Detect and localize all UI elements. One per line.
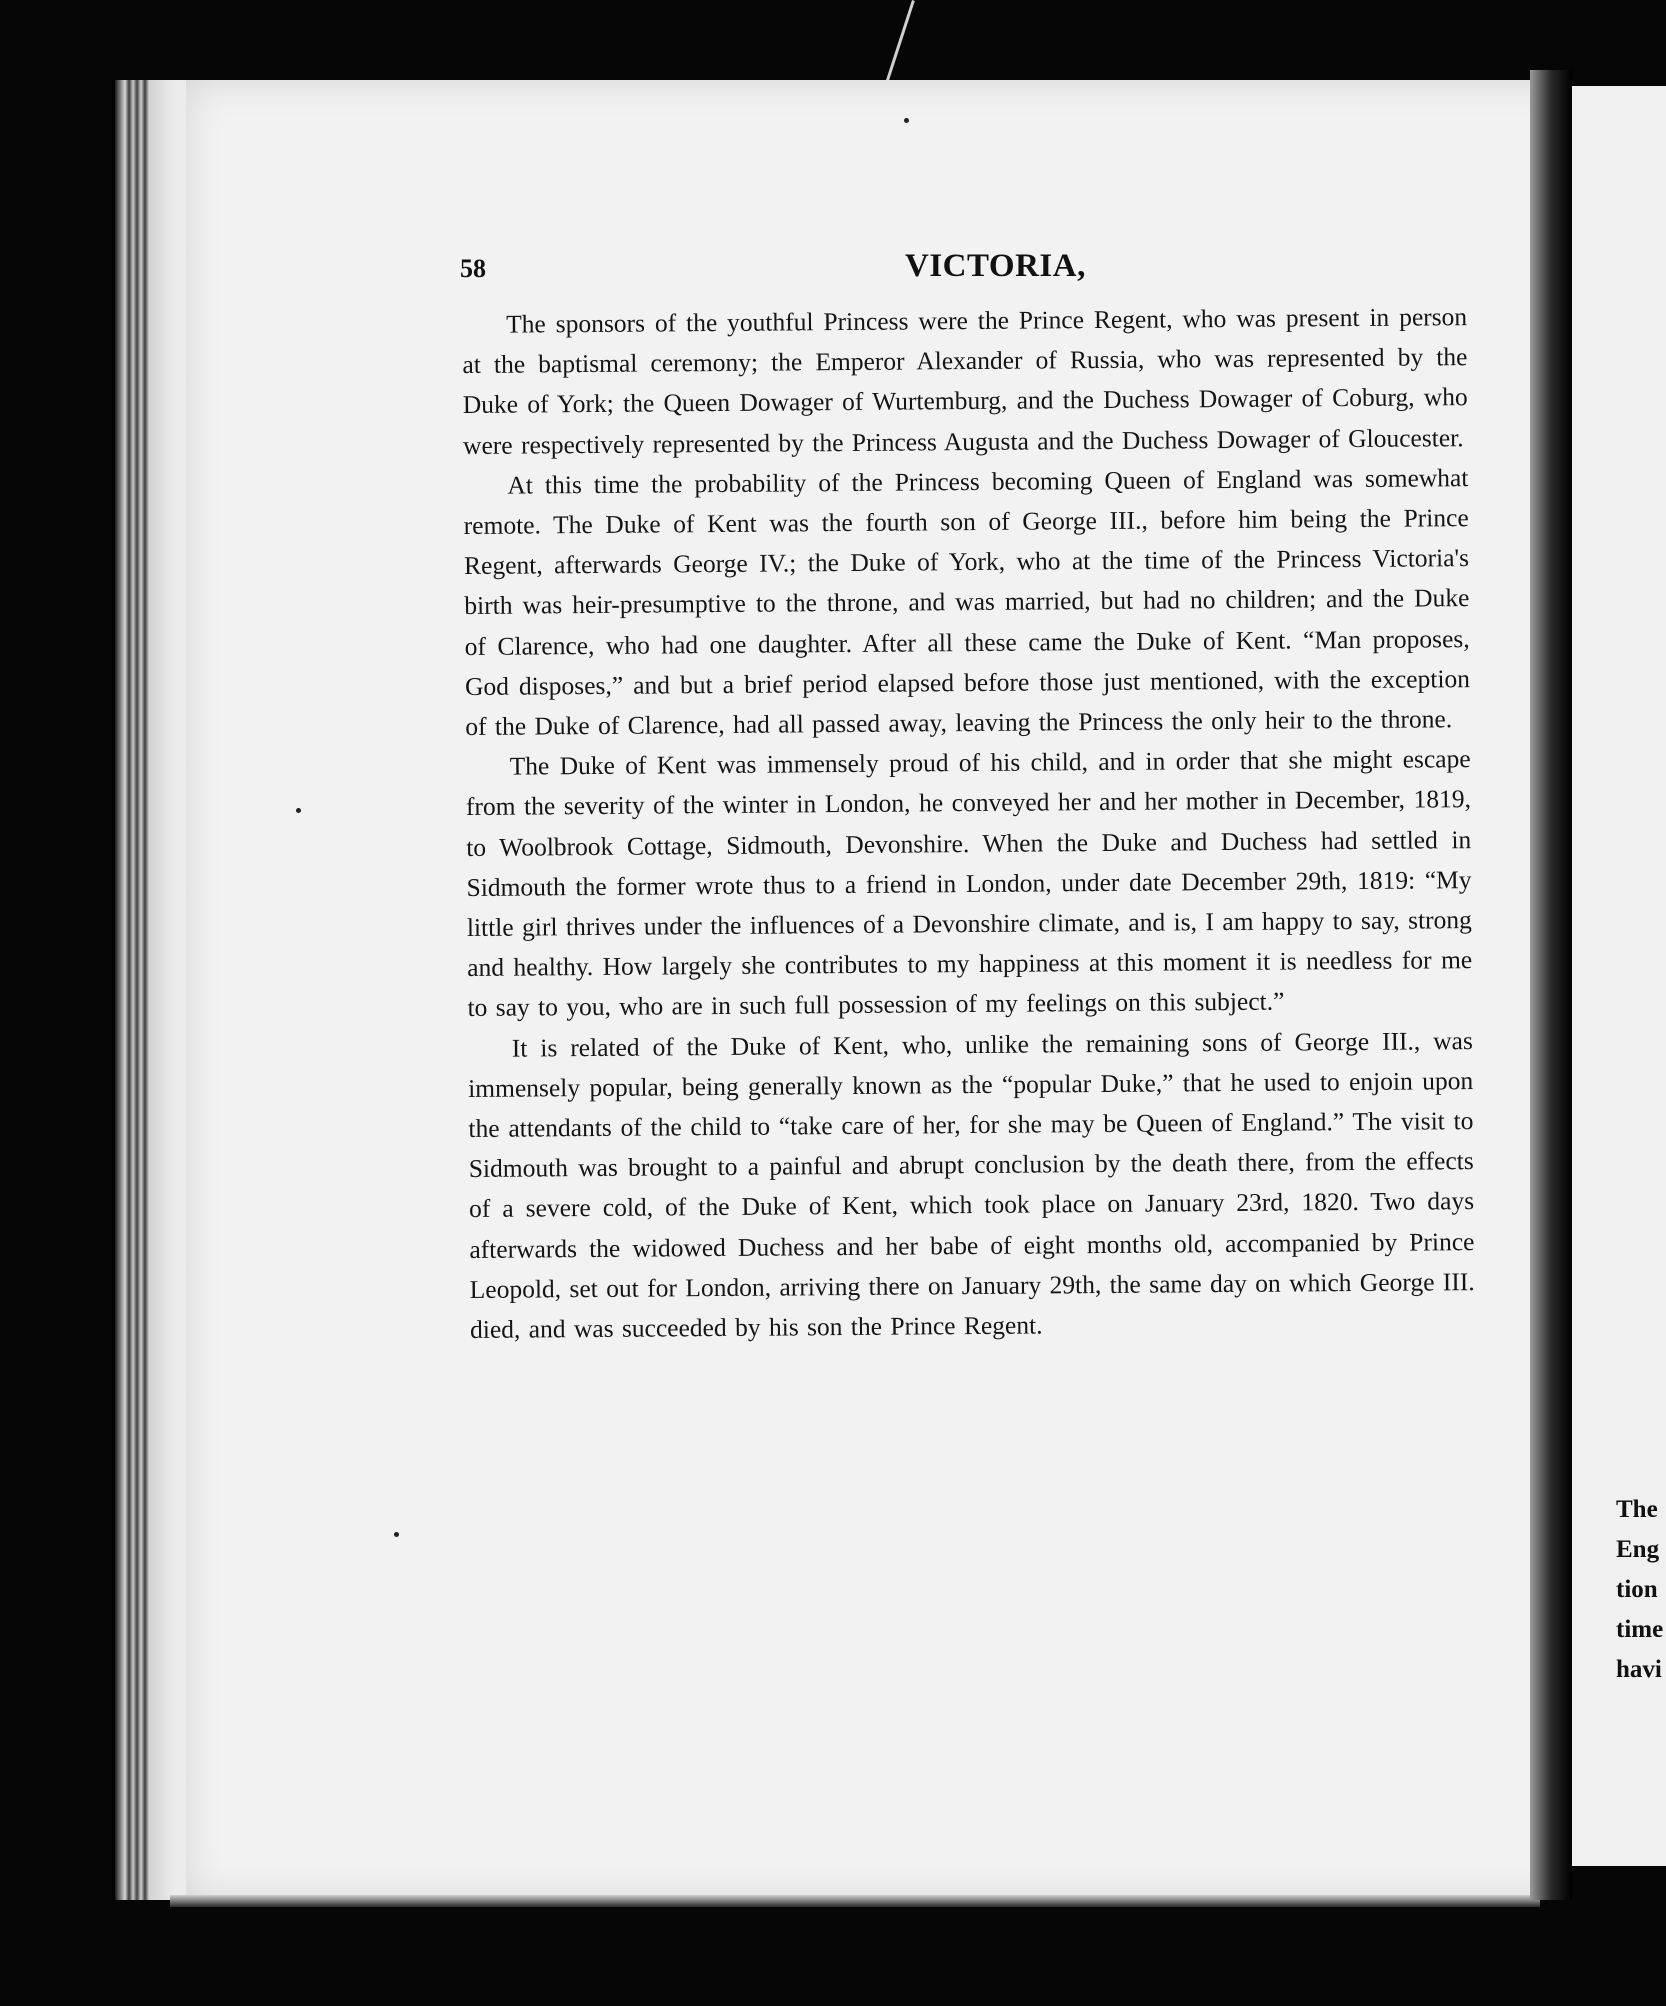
facing-page-text (1616, 1490, 1666, 1690)
speck (394, 1532, 399, 1537)
paragraph-sidmouth: The Duke of Kent was immensely proud of his child, and in order that she might escape from the severity of the winter in London, he conveyed her and her mother in December, 1819, to Woolbrook Cottage, Sidmouth, Devonshire. When the Duke and Duchess had settled in Sidmouth the former wrote thus to a friend in London, under date December 29th, 1819: “My little girl thrives under the influences of a Devonshire climate, and is, I am happy to say, strong and healthy. How largely she contributes to my happiness at this moment it is needless for me to say to you, who are in such full possession of my feelings on this subject.” (465, 744, 1473, 1023)
running-title: VICTORIA, (905, 248, 1086, 284)
speck (904, 118, 909, 123)
book-gutter (1530, 70, 1572, 1900)
facing-line: time (1616, 1616, 1664, 1643)
page-number: 58 (460, 254, 486, 283)
scan-artifact-line (884, 0, 915, 87)
facing-line: havi (1616, 1656, 1662, 1683)
paragraph-succession: At this time the probability of the Princess becoming Queen of England was somewhat remote. The Duke of Kent was the fourth son of George III., before him being the Prince Regent, afterwards George IV.; the Duke of York, who at the time of the Princess Victoria's birth was heir-presumptive to the throne, and was married, but had no children; and the Duke of Clarence, who had one daughter. After all these came the Duke of Kent. “Man proposes, God disposes,” and but a brief period elapsed before those just mentioned, with the exception of the Duke of Clarence, had all passed away, leaving the Princess the only heir to the throne. (463, 462, 1471, 742)
page-header (460, 248, 1460, 288)
facing-line: The (1616, 1496, 1658, 1523)
facing-line: tion (1616, 1576, 1658, 1603)
body-text (462, 297, 1478, 1665)
page-bottom-edge (170, 1895, 1540, 1907)
speck (296, 808, 301, 813)
facing-line: Eng (1616, 1536, 1660, 1563)
paragraph-duke-death: It is related of the Duke of Kent, who, unlike the remaining sons of George III., was immensely popular, being generally known as the “popular Duke,” that he used to enjoin upon the attendants of the child to “take care of her, for she may be Queen of England.” The visit to Sidmouth was brought to a painful and abrupt conclusion by the death there, from the effects of a severe cold, of the Duke of Kent, which took place on January 23rd, 1820. Two days afterwards the widowed Duchess and her babe of eight months old, accompanied by Prince Leopold, set out for London, arriving there on January 29th, the same day on which George III. died, and was succeeded by his son the Prince Regent. (468, 1025, 1475, 1345)
paragraph-sponsors: The sponsors of the youthful Princess were the Prince Regent, who was present in person at the baptismal ceremony; the Emperor Alexander of Russia, who was represented by the Duke of York; the Queen Dowager of Wurtemburg, and the Duchess Dowager of Coburg, who were respectively represented by the Princess Augusta and the Duchess Dowager of Gloucester. (462, 302, 1468, 460)
